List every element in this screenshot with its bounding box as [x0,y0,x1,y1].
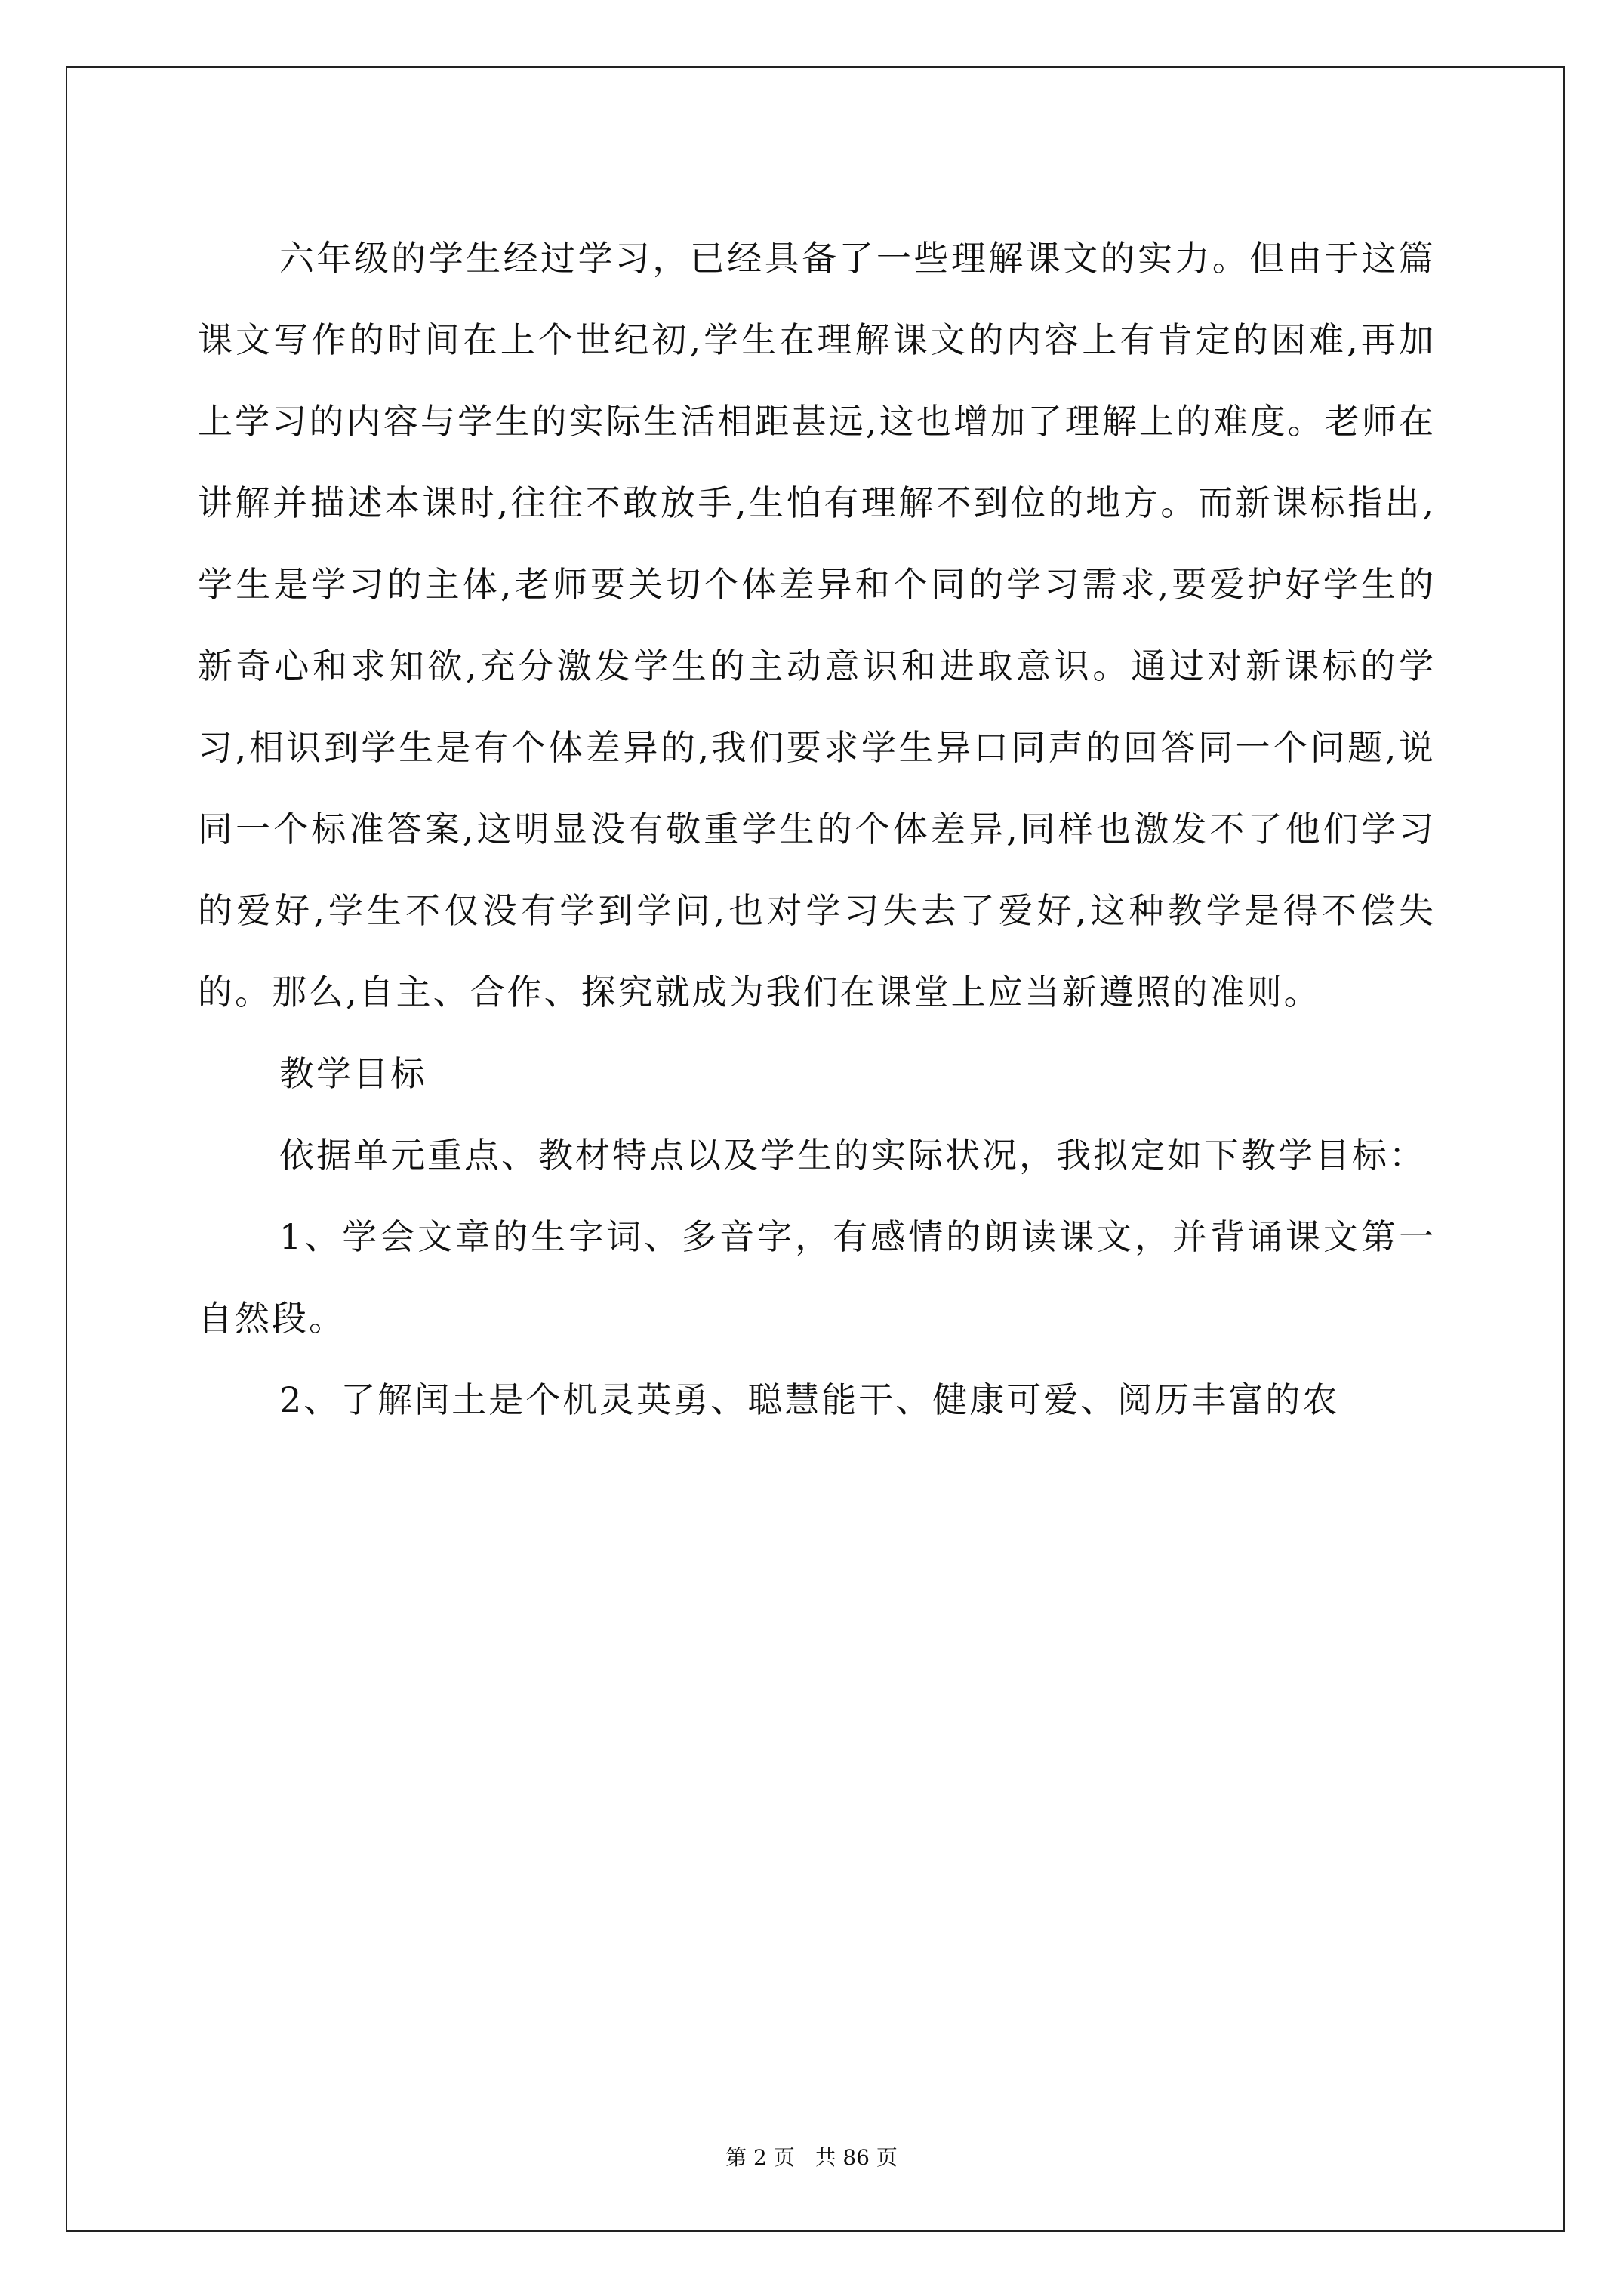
page-number-footer: 第 2 页 共 86 页 [725,2145,898,2170]
document-body [198,217,1436,1441]
objectives-intro: 依据单元重点、教材特点以及学生的实际状况，我拟定如下教学目标： [279,1135,1426,1176]
objective-item-2: 2、了解闰土是个机灵英勇、聪慧能干、健康可爱、阅历丰富的农 [279,1379,1340,1420]
section-heading: 教学目标 [279,1053,427,1094]
objective-item-1: 1、学会文章的生字词、多音字，有感情的朗读课文，并背诵课文第一自然段。 [198,1216,1436,1339]
body-paragraph: 六年级的学生经过学习，已经具备了一些理解课文的实力。但由于这篇课文写作的时间在上个世纪初,学生在理解课文的内容上有肯定的困难,再加上学习的内容与学生的实际生活相距甚远,这也增加了理解上的难度。老师在讲解并描述本课时,往往不敢放手,生怕有理解不到位的地方。而新课标指出,学生是学习的主体,老师要关切个体差异和个同的学习需求,要爱护好学生的新奇心和求知欲,充分激发学生的主动意识和进取意识。通过对新课标的学习,相识到学生是有个体差异的,我们要求学生异口同声的回答同一个问题,说同一个标准答案,这明显没有敬重学生的个体差异,同样也激发不了他们学习的爱好,学生不仅没有学到学问,也对学习失去了爱好,这种教学是得不偿失的。那么,自主、合作、探究就成为我们在课堂上应当新遵照的准则。 [198,238,1436,1012]
